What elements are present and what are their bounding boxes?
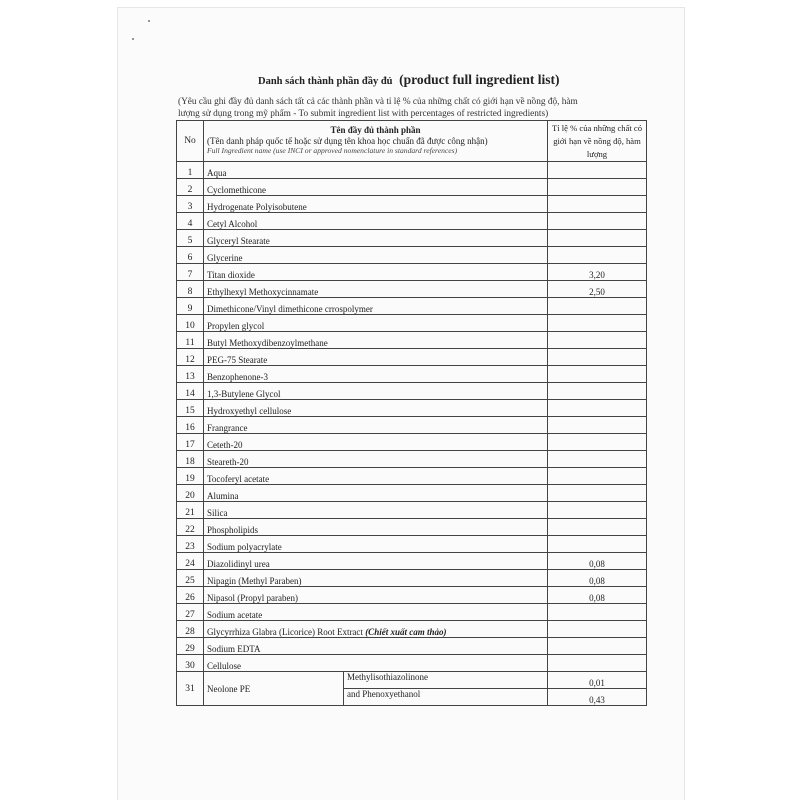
percentage-value: [548, 298, 647, 315]
ingredient-name-text: Aqua: [207, 168, 227, 178]
row-number: 22: [177, 519, 204, 536]
percentage-value: [548, 519, 647, 536]
ingredient-name: [204, 570, 548, 587]
table-row: [177, 468, 647, 485]
table-row: [177, 366, 647, 383]
header-name-english: Full Ingredient name (use INCI or approved nomenclature in standard references): [207, 146, 458, 156]
percentage-value: [548, 604, 647, 621]
table-row: [177, 672, 647, 689]
ingredient-table: [176, 120, 647, 706]
percentage-value: [548, 349, 647, 366]
ingredient-name-text: Hydroxyethyl cellulose: [207, 406, 292, 416]
ingredient-name-text: Steareth-20: [207, 457, 249, 467]
table-row: [177, 553, 647, 570]
percentage-value: [548, 536, 647, 553]
percentage-value: [548, 162, 647, 179]
ingredient-name: [204, 298, 548, 315]
ingredient-name-text: Alumina: [207, 491, 239, 501]
ingredient-name-text: Ceteth-20: [207, 440, 243, 450]
header-ingredient-name: [204, 121, 548, 162]
header-name-bold: Tên đầy đủ thành phần: [330, 125, 421, 136]
title-english: (product full ingredient list): [399, 72, 560, 87]
ingredient-name: [204, 451, 548, 468]
ingredient-name: [204, 196, 548, 213]
table-row: [177, 638, 647, 655]
table-row: [177, 247, 647, 264]
table-row: [177, 587, 647, 604]
table-row: [177, 179, 647, 196]
ingredient-name: [204, 332, 548, 349]
ingredient-name: [204, 230, 548, 247]
percentage-value: 0,43: [548, 689, 647, 706]
row-number: 16: [177, 417, 204, 434]
table-row: [177, 502, 647, 519]
ingredient-name: [204, 638, 548, 655]
ingredient-name: [204, 400, 548, 417]
ingredient-name: [204, 655, 548, 672]
ingredient-name: [204, 162, 548, 179]
row-number: 26: [177, 587, 204, 604]
percentage-value: [548, 451, 647, 468]
table-row: [177, 485, 647, 502]
ingredient-name-text: 1,3-Butylene Glycol: [207, 389, 281, 399]
ingredient-name: [204, 536, 548, 553]
percentage-value: [548, 383, 647, 400]
ingredient-name-text: Frangrance: [207, 423, 248, 433]
percentage-value: [548, 638, 647, 655]
document-title: [258, 72, 560, 88]
row-number: 8: [177, 281, 204, 298]
table-row: [177, 383, 647, 400]
requirement-line-1: (Yêu cầu ghi đầy đủ danh sách tất cả các thành phần và tỉ lệ % của những chất có giới hạn về nồng độ, hàm: [178, 97, 578, 107]
ingredient-name: [204, 434, 548, 451]
row-number: 12: [177, 349, 204, 366]
percentage-value: [548, 366, 647, 383]
ingredient-name: [204, 485, 548, 502]
table-row: [177, 298, 647, 315]
header-percentage: Tỉ lệ % của những chất có giới hạn về nồng độ, hàm lượng: [548, 121, 647, 162]
row-number: 9: [177, 298, 204, 315]
ingredient-name-text: Glycyrrhiza Glabra (Licorice) Root Extract: [207, 627, 363, 637]
ingredient-name: [204, 383, 548, 400]
ingredient-name: [204, 315, 548, 332]
ingredient-name: [204, 281, 548, 298]
ingredient-name-text: Cellulose: [207, 661, 241, 671]
table-row: [177, 315, 647, 332]
row-number: 14: [177, 383, 204, 400]
table-row: [177, 604, 647, 621]
ingredient-note: (Chiết xuất cam thảo): [365, 627, 447, 637]
percentage-value: [548, 655, 647, 672]
ingredient-name: [204, 468, 548, 485]
table-row: [177, 621, 647, 638]
requirement-line-2: lượng sử dụng trong mỹ phẩm - To submit ingredient list with percentages of restricted ingredients): [178, 108, 549, 119]
sub-ingredient-name: and Phenoxyethanol: [344, 689, 548, 706]
percentage-value: [548, 179, 647, 196]
percentage-value: [548, 196, 647, 213]
table-row: [177, 281, 647, 298]
row-number: 7: [177, 264, 204, 281]
percentage-value: [548, 468, 647, 485]
ingredient-name-text: Cetyl Alcohol: [207, 219, 258, 229]
row-number: 18: [177, 451, 204, 468]
ingredient-name: Neolone PE: [204, 672, 344, 706]
ingredient-name: [204, 247, 548, 264]
row-number: 4: [177, 213, 204, 230]
ingredient-name-text: PEG-75 Stearate: [207, 355, 268, 365]
ingredient-name-text: Butyl Methoxydibenzoylmethane: [207, 338, 328, 348]
ingredient-name-text: Silica: [207, 508, 228, 518]
scan-speck: [148, 20, 150, 22]
requirement-note: [178, 97, 678, 120]
row-number: 19: [177, 468, 204, 485]
ingredient-name: [204, 502, 548, 519]
row-number: 30: [177, 655, 204, 672]
percentage-value: [548, 247, 647, 264]
table-row: [177, 264, 647, 281]
ingredient-rows: [177, 162, 647, 672]
ingredient-name-text: Nipasol (Propyl paraben): [207, 593, 298, 603]
ingredient-name-text: Sodium EDTA: [207, 644, 261, 654]
row-number: 13: [177, 366, 204, 383]
percentage-value: 0,01: [548, 672, 647, 689]
table-row: [177, 213, 647, 230]
percentage-value: [548, 434, 647, 451]
row-number: 10: [177, 315, 204, 332]
table-row: [177, 655, 647, 672]
ingredient-name-text: Nipagin (Methyl Paraben): [207, 576, 302, 586]
table-row: [177, 400, 647, 417]
ingredient-name-text: Phospholipids: [207, 525, 259, 535]
ingredient-name-text: Propylen glycol: [207, 321, 265, 331]
sub-ingredient-name: Methylisothiazolinone: [344, 672, 548, 689]
row-number: 28: [177, 621, 204, 638]
row-number: 1: [177, 162, 204, 179]
table-row: [177, 434, 647, 451]
ingredient-name: [204, 264, 548, 281]
percentage-value: 2,50: [548, 281, 647, 298]
ingredient-name: [204, 519, 548, 536]
table-row: [177, 162, 647, 179]
percentage-value: [548, 485, 647, 502]
row-number: 29: [177, 638, 204, 655]
percentage-value: [548, 315, 647, 332]
row-number: 15: [177, 400, 204, 417]
percentage-value: 0,08: [548, 587, 647, 604]
percentage-value: [548, 502, 647, 519]
title-vietnamese: Danh sách thành phần đầy đủ: [258, 76, 393, 87]
percentage-value: 0,08: [548, 553, 647, 570]
table-row: [177, 349, 647, 366]
scan-speck: [132, 38, 134, 40]
percentage-value: [548, 417, 647, 434]
percentage-value: [548, 213, 647, 230]
percentage-value: [548, 400, 647, 417]
table-row: [177, 332, 647, 349]
row-number: 31: [177, 672, 204, 706]
ingredient-name-text: Sodium polyacrylate: [207, 542, 282, 552]
row-31-group: [177, 672, 647, 706]
ingredient-name: [204, 621, 548, 638]
row-number: 11: [177, 332, 204, 349]
ingredient-name-text: Benzophenone-3: [207, 372, 268, 382]
ingredient-name-text: Sodium acetate: [207, 610, 263, 620]
ingredient-name-text: Cyclomethicone: [207, 185, 266, 195]
ingredient-name: [204, 213, 548, 230]
row-number: 27: [177, 604, 204, 621]
percentage-value: [548, 332, 647, 349]
ingredient-name-text: Tocoferyl acetate: [207, 474, 270, 484]
ingredient-name: [204, 366, 548, 383]
row-number: 23: [177, 536, 204, 553]
table-row: [177, 519, 647, 536]
ingredient-name-text: Diazolidinyl urea: [207, 559, 270, 569]
row-number: 24: [177, 553, 204, 570]
percentage-value: [548, 230, 647, 247]
header-name-vietnamese: (Tên danh pháp quốc tế hoặc sử dụng tên khoa học chuẩn đã được công nhận): [207, 135, 488, 146]
row-number: 2: [177, 179, 204, 196]
header-no: No: [177, 121, 204, 162]
table-row: [177, 536, 647, 553]
table-row: [177, 196, 647, 213]
percentage-value: 0,08: [548, 570, 647, 587]
ingredient-name: [204, 587, 548, 604]
ingredient-name-text: Glycerine: [207, 253, 243, 263]
row-number: 5: [177, 230, 204, 247]
ingredient-name: [204, 349, 548, 366]
ingredient-name-text: Hydrogenate Polyisobutene: [207, 202, 307, 212]
ingredient-name: [204, 553, 548, 570]
ingredient-name: [204, 417, 548, 434]
table-row: [177, 230, 647, 247]
row-number: 25: [177, 570, 204, 587]
table-row: [177, 417, 647, 434]
row-number: 20: [177, 485, 204, 502]
ingredient-name: [204, 179, 548, 196]
table-row: [177, 570, 647, 587]
row-number: 21: [177, 502, 204, 519]
percentage-value: [548, 621, 647, 638]
ingredient-name-text: Ethylhexyl Methoxycinnamate: [207, 287, 319, 297]
ingredient-name-text: Glyceryl Stearate: [207, 236, 270, 246]
row-number: 17: [177, 434, 204, 451]
row-number: 6: [177, 247, 204, 264]
ingredient-name: [204, 604, 548, 621]
table-row: [177, 451, 647, 468]
percentage-value: 3,20: [548, 264, 647, 281]
ingredient-name-text: Titan dioxide: [207, 270, 255, 280]
row-number: 3: [177, 196, 204, 213]
ingredient-name-text: Dimethicone/Vinyl dimethicone crrospolymer: [207, 304, 373, 314]
table-header-row: [177, 121, 647, 162]
